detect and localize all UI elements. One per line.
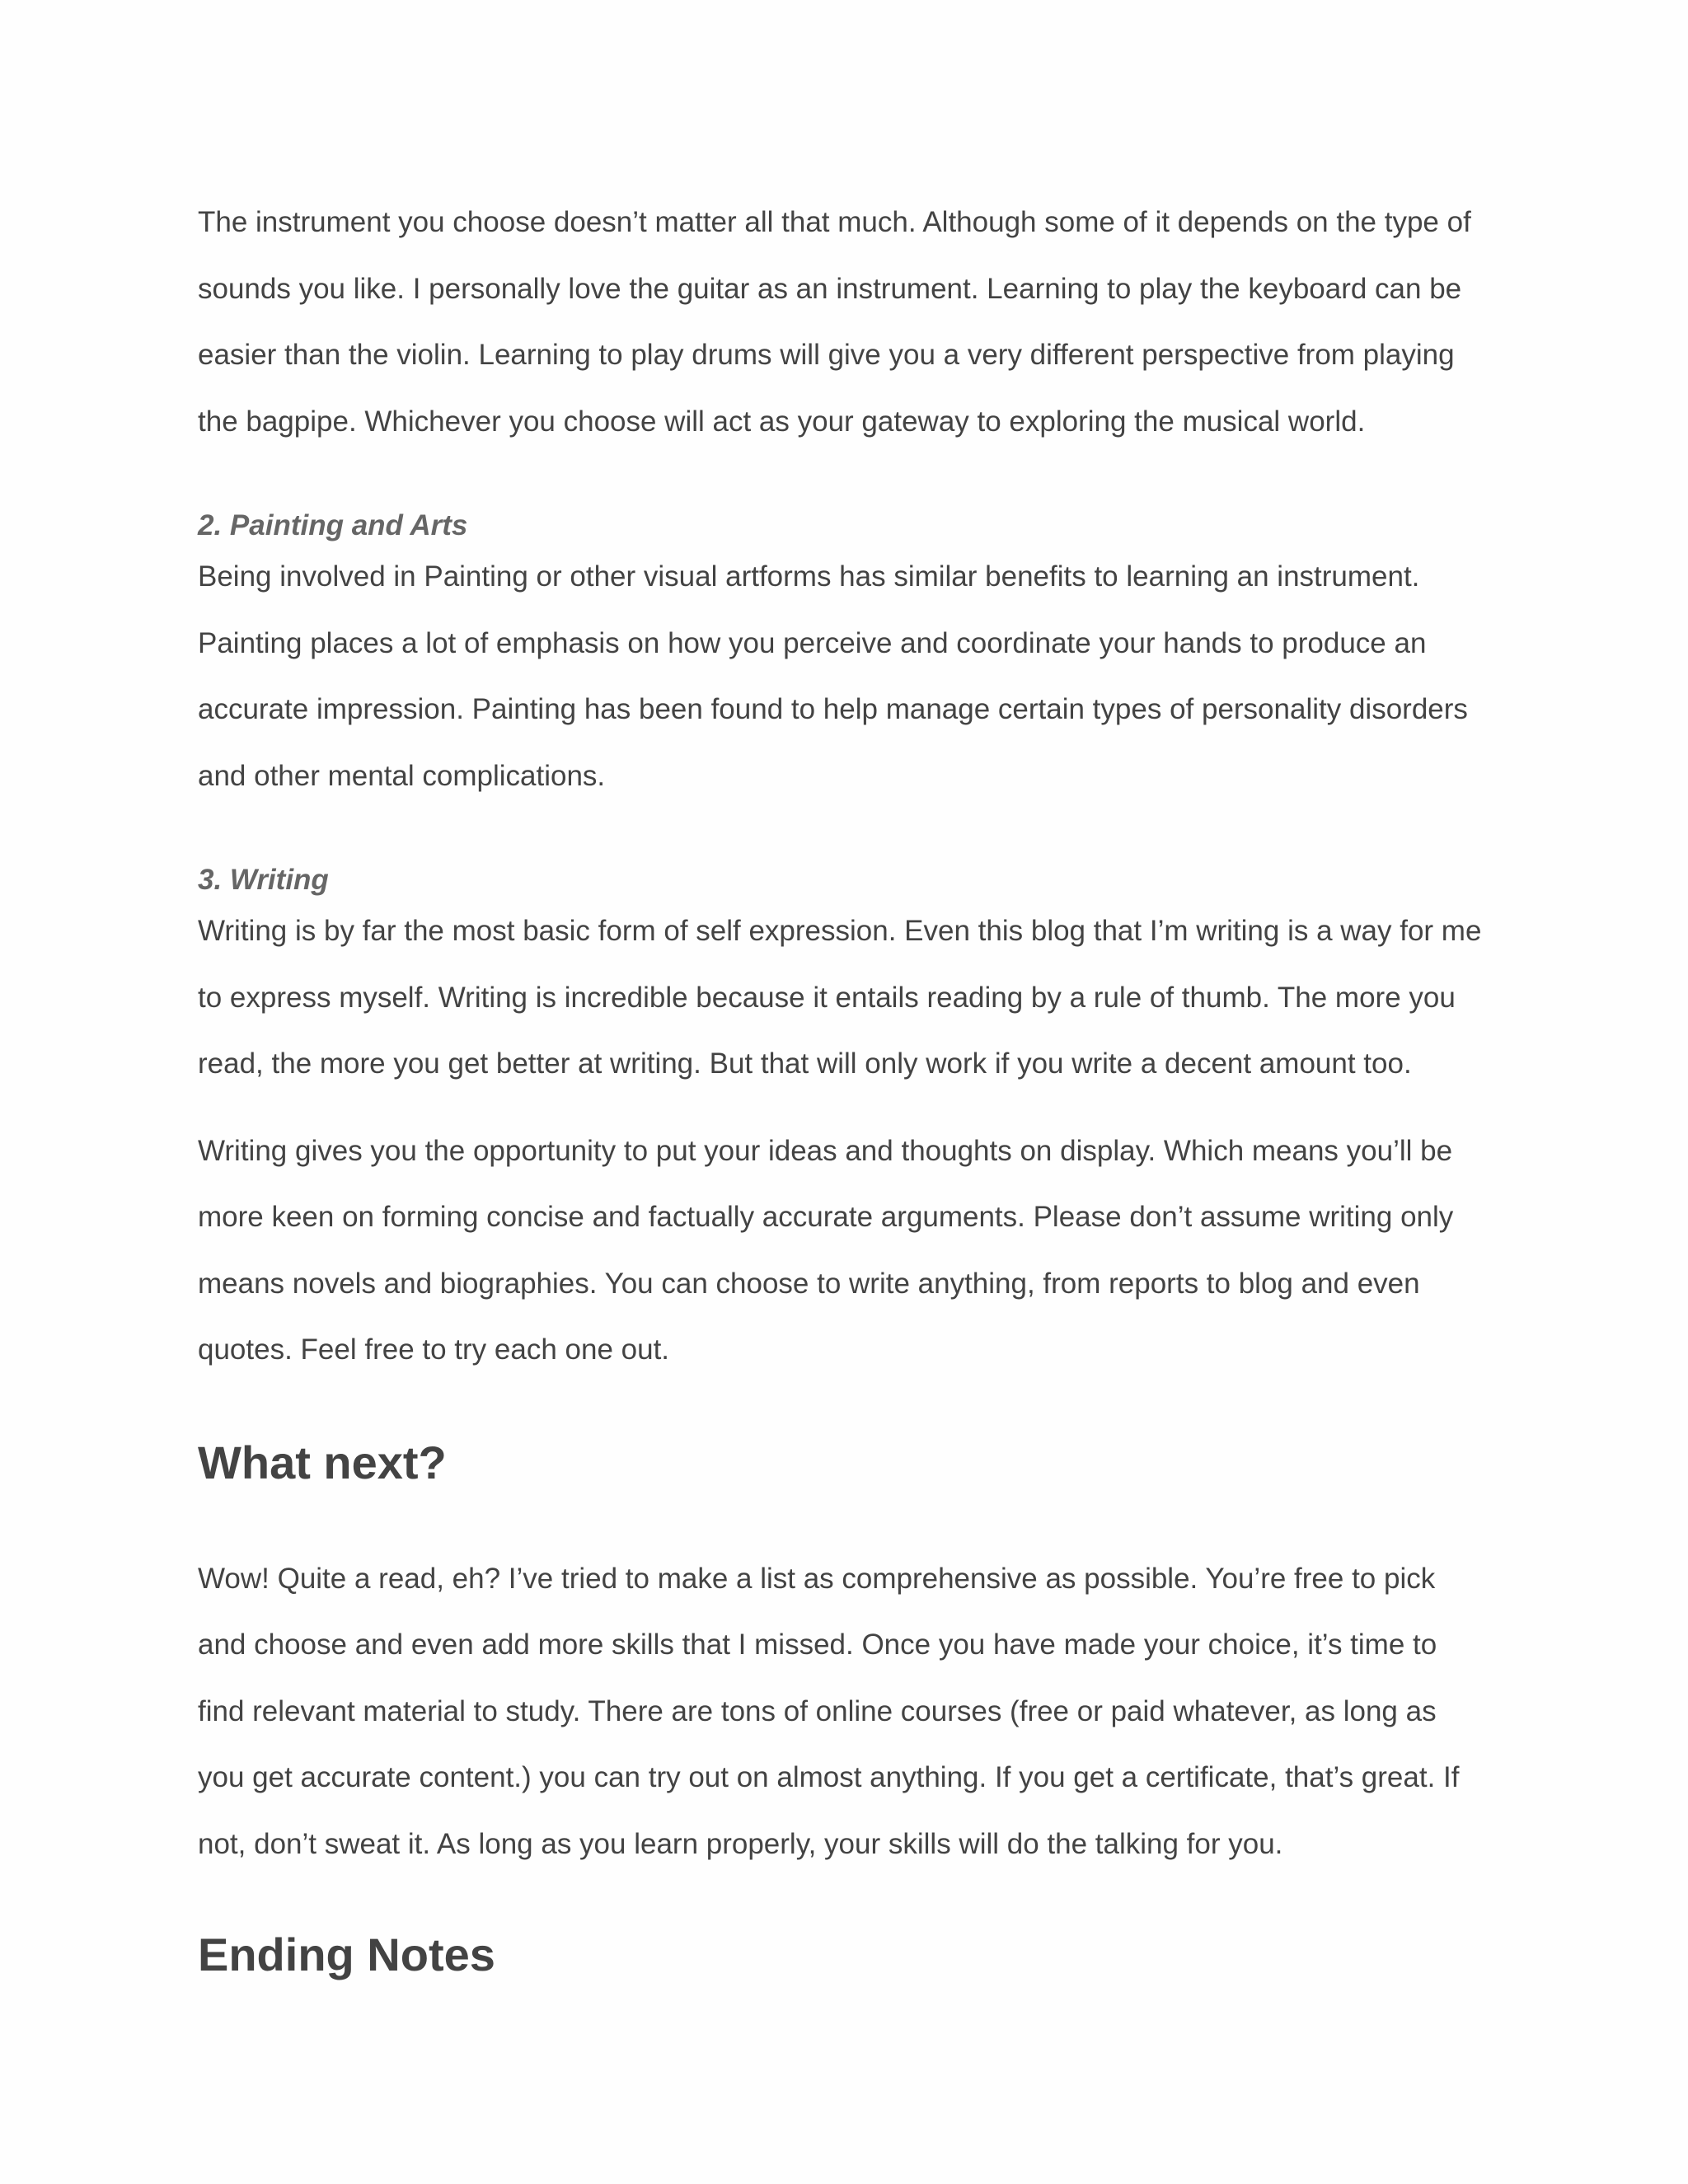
heading-what-next: What next?	[198, 1436, 447, 1488]
text-line: and choose and even add more skills that I missed. Once you have made your choice, it’s time to	[198, 1629, 1437, 1661]
text-line: the bagpipe. Whichever you choose will act as your gateway to exploring the musical world.	[198, 405, 1366, 438]
subheading-painting: 2. Painting and Arts	[198, 509, 468, 541]
paragraph-what-next	[198, 1546, 1517, 1878]
heading-ending-notes: Ending Notes	[198, 1929, 495, 1980]
text-line: means novels and biographies. You can choose to write anything, from reports to blog and even	[198, 1267, 1420, 1300]
paragraph-instrument	[198, 190, 1517, 455]
text-line: Writing is by far the most basic form of self expression. Even this blog that I’m writing is a way for me	[198, 915, 1482, 947]
paragraph-writing-1	[198, 898, 1517, 1098]
text-line: Writing gives you the opportunity to put your ideas and thoughts on display. Which means you’ll be	[198, 1134, 1453, 1167]
text-line: Painting places a lot of emphasis on how you perceive and coordinate your hands to produce an	[198, 626, 1427, 659]
paragraph-writing-2	[198, 1118, 1517, 1384]
subheading-writing: 3. Writing	[198, 864, 329, 896]
text-line: more keen on forming concise and factually accurate arguments. Please don’t assume writing only	[198, 1201, 1454, 1233]
text-line: you get accurate content.) you can try out on almost anything. If you get a certificate, that’s great. If	[198, 1761, 1460, 1793]
text-line: accurate impression. Painting has been found to help manage certain types of personality disorders	[198, 693, 1468, 725]
text-line: read, the more you get better at writing. But that will only work if you write a decent amount too.	[198, 1047, 1412, 1080]
text-line: Being involved in Painting or other visual artforms has similar benefits to learning an instrument.	[198, 560, 1420, 593]
text-line: and other mental complications.	[198, 759, 606, 792]
paragraph-painting	[198, 544, 1517, 809]
document-page	[198, 190, 1517, 1985]
text-line: find relevant material to study. There are tons of online courses (free or paid whatever, as long as	[198, 1694, 1437, 1727]
text-line: The instrument you choose doesn’t matter all that much. Although some of it depends on the type of	[198, 206, 1471, 238]
text-line: to express myself. Writing is incredible because it entails reading by a rule of thumb. The more you	[198, 981, 1456, 1014]
text-line: sounds you like. I personally love the guitar as an instrument. Learning to play the keyboard can be	[198, 272, 1462, 305]
text-line: easier than the violin. Learning to play drums will give you a very different perspective from playing	[198, 339, 1455, 371]
text-line: quotes. Feel free to try each one out.	[198, 1333, 670, 1366]
text-line: Wow! Quite a read, eh? I’ve tried to make a list as comprehensive as possible. You’re free to pick	[198, 1562, 1436, 1595]
text-line: not, don’t sweat it. As long as you learn properly, your skills will do the talking for you.	[198, 1827, 1283, 1860]
